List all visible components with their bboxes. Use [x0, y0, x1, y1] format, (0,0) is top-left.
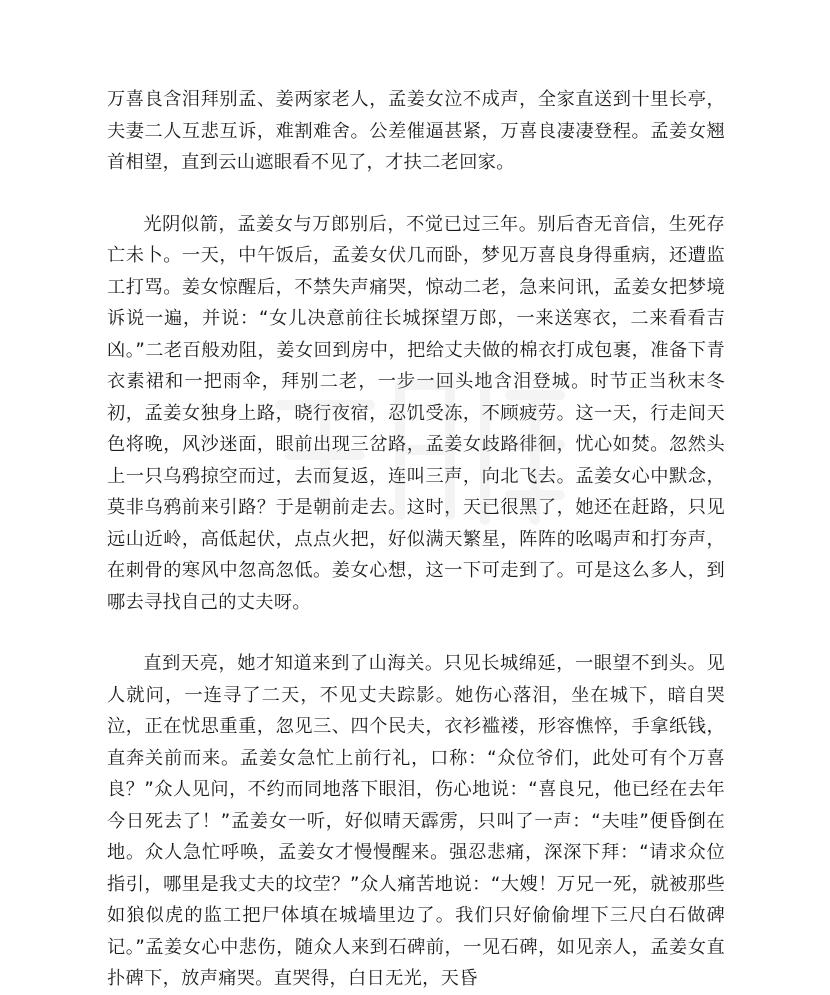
paragraph-2: 光阴似箭，孟姜女与万郎别后，不觉已过三年。别后杳无音信，生死存亡未卜。一天，中午饭后，孟姜女伏几而卧，梦见万喜良身得重病，还遭监工打骂。姜女惊醒后，不禁失声痛哭，惊动二老，急来问讯，孟姜女把梦境诉说一遍，并说：“女儿决意前往长城探望万郎，一来送寒衣，二来看看吉凶。”二老百般劝阻，姜女回到房中，把给丈夫做的棉衣打成包裹，准备下青衣素裙和一把雨伞，拜别二老，一步一回头地含泪登城。时节正当秋末冬初，孟姜女独身上路，晓行夜宿，忍饥受冻，不顾疲劳。这一天，行走间天色将晚，风沙迷面，眼前出现三岔路，孟姜女歧路徘徊，忧心如焚。忽然头上一只乌鸦掠空而过，去而复返，连叫三声，向北飞去。孟姜女心中默念，莫非乌鸦前来引路？于是朝前走去。这时，天已很黑了，她还在赶路，只见远山近岭，高低起伏，点点火把，好似满天繁星，阵阵的吆喝声和打夯声，在刺骨的寒风中忽高忽低。姜女心想，这一下可走到了。可是这么多人，到哪去寻找自己的丈夫呀。 [107, 213, 725, 613]
document-page [107, 84, 725, 995]
paragraph-3: 直到天亮，她才知道来到了山海关。只见长城绵延，一眼望不到头。见人就问，一连寻了二天，不见丈夫踪影。她伤心落泪，坐在城下，暗自哭泣，正在忧思重重，忽见三、四个民夫，衣衫褴褛，形容憔悴，手拿纸钱，直奔关前而来。孟姜女急忙上前行礼，口称：“众位爷们，此处可有个万喜良？”众人见问，不约而同地落下眼泪，伤心地说：“喜良兄，他已经在去年今日死去了！”孟姜女一听，好似晴天霹雳，只叫了一声：“夫哇”便昏倒在地。众人急忙呼唤，孟姜女才慢慢醒来。强忍悲痛，深深下拜：“请求众位指引，哪里是我丈夫的坟茔？”众人痛苦地说：“大嫂！万兄一死，就被那些如狼似虎的监工把尸体填在城墙里边了。我们只好偷偷埋下三尺白石做碑记。”孟姜女心中悲伤，随众人来到石碑前，一见石碑，如见亲人，孟姜女直扑碑下，放声痛哭。直哭得，白日无光，天昏 [107, 653, 725, 989]
paragraph-1: 万喜良含泪拜别孟、姜两家老人，孟姜女泣不成声，全家直送到十里长亭，夫妻二人互悲互诉，难割难舍。公差催逼甚紧，万喜良凄凄登程。孟姜女翘首相望，直到云山遮眼看不见了，才扶二老回家。 [107, 89, 725, 173]
